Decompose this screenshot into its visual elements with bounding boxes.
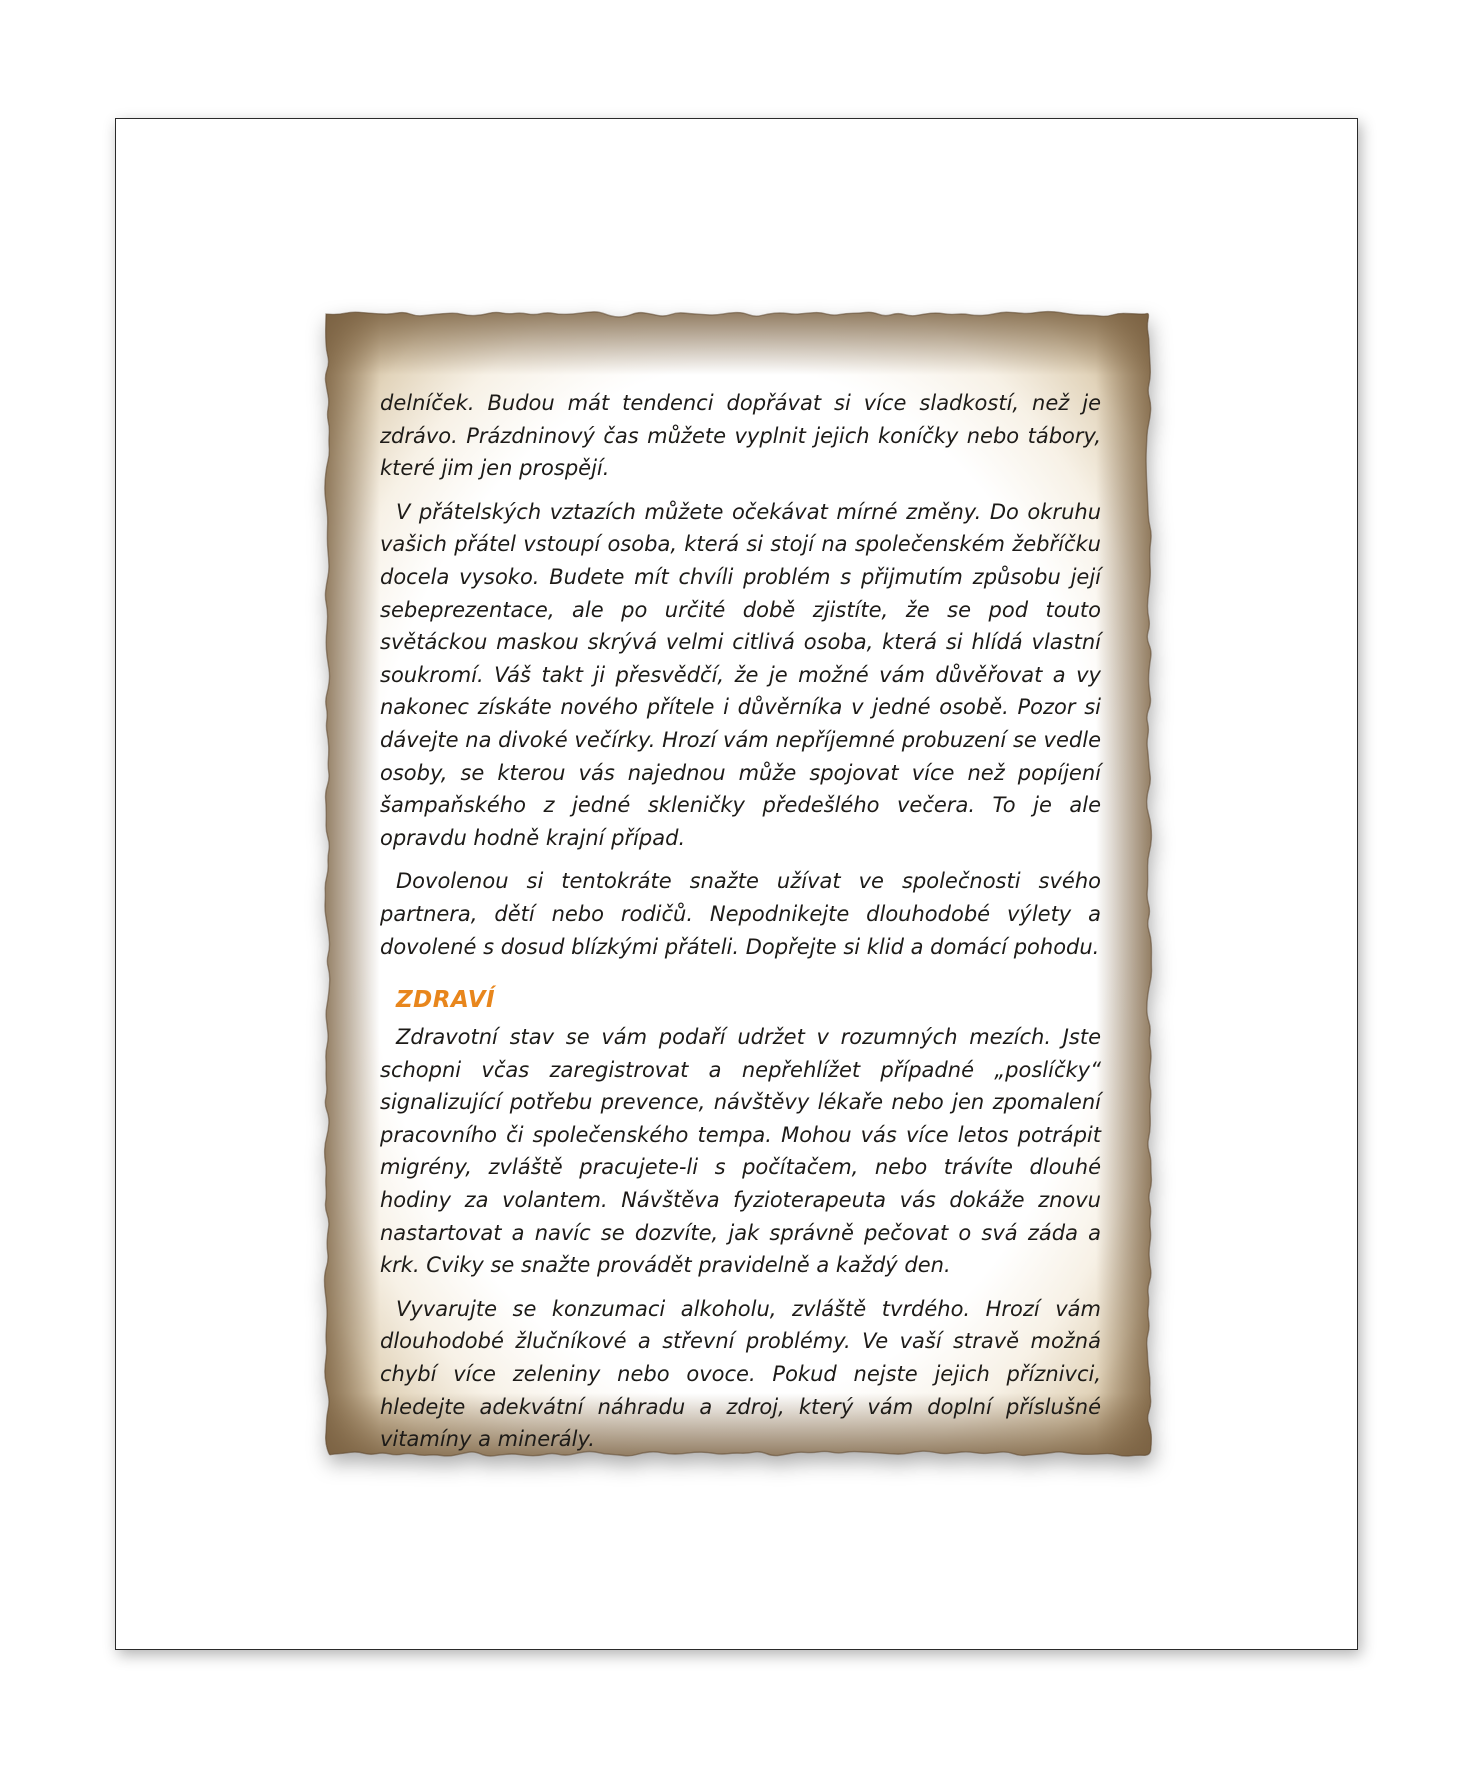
article-body xyxy=(380,387,1101,1467)
paragraph: Vyvarujte se konzumaci alkoholu, zvláště tvrdého. Hrozí vám dlouhodobé žlučníkové a střevní problémy. Ve vaší stravě možná chybí více zeleniny nebo ovoce. Pokud nejste jejich příznivci, hledejte adekvátní náhradu a zdroj, který vám doplní příslušné vitamíny a minerály. xyxy=(380,1296,1101,1452)
section-heading: ZDRAVÍ xyxy=(396,987,496,1014)
paragraph: V přátelských vztazích můžete očekávat mírné změny. Do okruhu vašich přátel vstoupí osoba, která si stojí na společenském žebříčku docela vysoko. Budete mít chvíli problém s přijmutím způsobu její sebeprezentace, ale po určité době zjistíte, že se pod touto světáckou maskou skrývá velmi citlivá osoba, která si hlídá vlastní soukromí. Váš takt ji přesvědčí, že je možné vám důvěřovat a vy nakonec získáte nového přítele i důvěrníka v jedné osobě. Pozor si dávejte na divoké večírky. Hrozí vám nepříjemné probuzení se vedle osoby, se kterou vás najednou může spojovat více než popíjení šampaňského z jedné skleničky předešlého večera. To je ale opravdu hodně krajní případ. xyxy=(380,499,1101,850)
paragraph: delníček. Budou mát tendenci dopřávat si více sladkostí, než je zdrávo. Prázdninový čas můžete vyplnit jejich koníčky nebo tábory, které jim jen prospějí. xyxy=(380,391,1101,481)
paragraph: Zdravotní stav se vám podaří udržet v rozumných mezích. Jste schopni včas zaregistrovat a nepřehlížet případné „poslíčky“ signalizující potřebu prevence, návštěvy lékaře nebo jen zpomalení pracovního či společenského tempa. Mohou vás více letos potrápit migrény, zvláště pracujete-li s počítačem, nebo trávíte dlouhé hodiny za volantem. Návštěva fyzioterapeuta vás dokáže znovu nastartovat a navíc se dozvíte, jak správně pečovat o svá záda a krk. Cviky se snažte provádět pravidelně a každý den. xyxy=(380,1025,1101,1278)
paragraph: Dovolenou si tentokráte snažte užívat ve společnosti svého partnera, dětí nebo rodičů. Nepodnikejte dlouhodobé výlety a dovolené s dosud blízkými přáteli. Dopřejte si klid a domácí pohodu. xyxy=(380,869,1101,959)
